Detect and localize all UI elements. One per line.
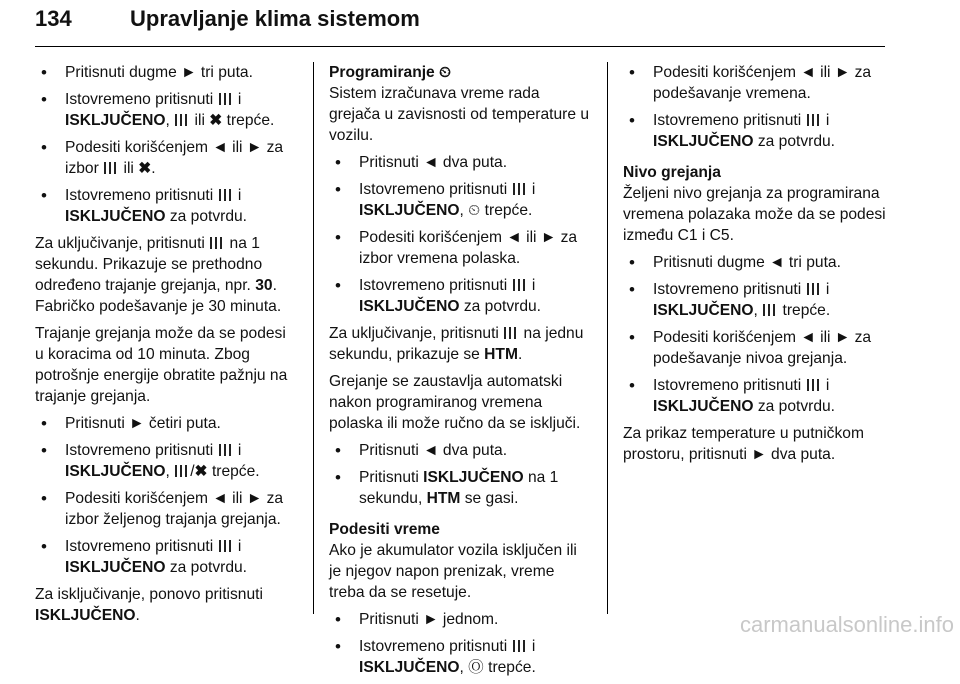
list-item: • Istovremeno pritisnuti i ISKLJUČENO, Ⓞ trepće. (329, 636, 593, 678)
heat-icon (219, 444, 233, 456)
page-number: 134 (35, 6, 72, 31)
heat-icon (513, 183, 527, 195)
page-header (35, 2, 885, 46)
list-item: • Istovremeno pritisnuti i ISKLJUČENO za potvrdu. (623, 110, 888, 152)
step-list (35, 413, 297, 578)
column-3 (623, 62, 888, 471)
heat-icon (807, 379, 821, 391)
list-item: • Istovremeno pritisnuti i ISKLJUČENO za potvrdu. (329, 275, 593, 317)
list-item: • Istovremeno pritisnuti i ISKLJUČENO, trepće. (623, 279, 888, 321)
list-item: • Podesiti korišćenjem ◄ ili ► za podešavanje nivoa grejanja. (623, 327, 888, 369)
heat-icon (219, 540, 233, 552)
section-heading: Programiranje ⏲ (329, 64, 452, 81)
section-heading: Podesiti vreme (329, 521, 440, 538)
paragraph: Za isključivanje, ponovo pritisnuti ISKLJUČENO. (35, 586, 263, 624)
list-item: • Pritisnuti ◄ dva puta. (329, 152, 593, 173)
heat-icon (175, 114, 189, 126)
list-item: • Istovremeno pritisnuti i ISKLJUČENO, ⏲ trepće. (329, 179, 593, 221)
fan-icon: ✖ (209, 112, 223, 129)
paragraph: Grejanje se zaustavlja automatski nakon programiranog vremena polaska ili može ručno da se isključi. (329, 373, 581, 432)
list-item: • Istovremeno pritisnuti i ISKLJUČENO, /✖ trepće. (35, 440, 297, 482)
heat-icon (807, 114, 821, 126)
column-2 (329, 62, 593, 684)
watermark: carmanualsonline.info (739, 612, 954, 637)
list-item: • Istovremeno pritisnuti i ISKLJUČENO za potvrdu. (35, 536, 297, 578)
list-item: • Istovremeno pritisnuti i ISKLJUČENO za potvrdu. (623, 375, 888, 417)
paragraph: Ako je akumulator vozila isključen ili je njegov napon prenizak, vreme treba da se resetuje. (329, 542, 577, 601)
step-list (329, 609, 593, 678)
list-item: • Pritisnuti ◄ dva puta. (329, 440, 593, 461)
paragraph: Sistem izračunava vreme rada grejača u zavisnosti od temperature u vozilu. (329, 85, 590, 144)
list-item: • Pritisnuti ► jednom. (329, 609, 593, 630)
step-list (35, 62, 297, 227)
heat-icon (513, 279, 527, 291)
heat-icon (175, 465, 189, 477)
list-item: • Podesiti korišćenjem ◄ ili ► za izbor vremena polaska. (329, 227, 593, 269)
list-item: • Pritisnuti dugme ► tri puta. (35, 62, 297, 83)
paragraph: Trajanje grejanja može da se podesi u koracima od 10 minuta. Zbog potrošnje energije obratite pažnju na trajanje grejanja. (35, 325, 288, 405)
section-heading: Nivo grejanja (623, 164, 721, 181)
heat-icon (219, 93, 233, 105)
heat-icon (104, 162, 118, 174)
step-list (623, 252, 888, 417)
heat-icon (807, 283, 821, 295)
list-item: • Pritisnuti dugme ◄ tri puta. (623, 252, 888, 273)
column-divider (607, 62, 608, 614)
list-item: • Podesiti korišćenjem ◄ ili ► za izbor željenog trajanja grejanja. (35, 488, 297, 530)
paragraph: Za prikaz temperature u putničkom prostoru, pritisnuti ► dva puta. (623, 425, 864, 463)
paragraph: Željeni nivo grejanja za programirana vremena polazaka može da se podesi između C1 i C5. (623, 185, 886, 244)
heat-icon (504, 327, 518, 339)
column-divider (313, 62, 314, 614)
list-item: • Pritisnuti ► četiri puta. (35, 413, 297, 434)
fan-icon: ✖ (138, 160, 152, 177)
step-list (623, 62, 888, 152)
heat-icon (219, 189, 233, 201)
list-item: • Istovremeno pritisnuti i ISKLJUČENO, ili ✖ trepće. (35, 89, 297, 131)
step-list (329, 152, 593, 317)
list-item: • Istovremeno pritisnuti i ISKLJUČENO za potvrdu. (35, 185, 297, 227)
column-1 (35, 62, 297, 632)
list-item: • Podesiti korišćenjem ◄ ili ► za podešavanje vremena. (623, 62, 888, 104)
list-item: • Pritisnuti ISKLJUČENO na 1 sekundu, HTM se gasi. (329, 467, 593, 509)
list-item: • Podesiti korišćenjem ◄ ili ► za izbor ili ✖. (35, 137, 297, 179)
heat-icon (210, 237, 224, 249)
header-rule (35, 46, 885, 47)
step-list (329, 440, 593, 509)
paragraph: Za uključivanje, pritisnuti na 1 sekundu. Prikazuje se prethodno određeno trajanje grejanja, npr. 30. Fabričko podešavanje je 30 minuta. (35, 235, 282, 315)
page-title: Upravljanje klima sistemom (130, 6, 420, 31)
paragraph: Za uključivanje, pritisnuti na jednu sekundu, prikazuje se HTM. (329, 325, 584, 363)
fan-icon: ✖ (194, 463, 208, 480)
heat-icon (763, 304, 777, 316)
